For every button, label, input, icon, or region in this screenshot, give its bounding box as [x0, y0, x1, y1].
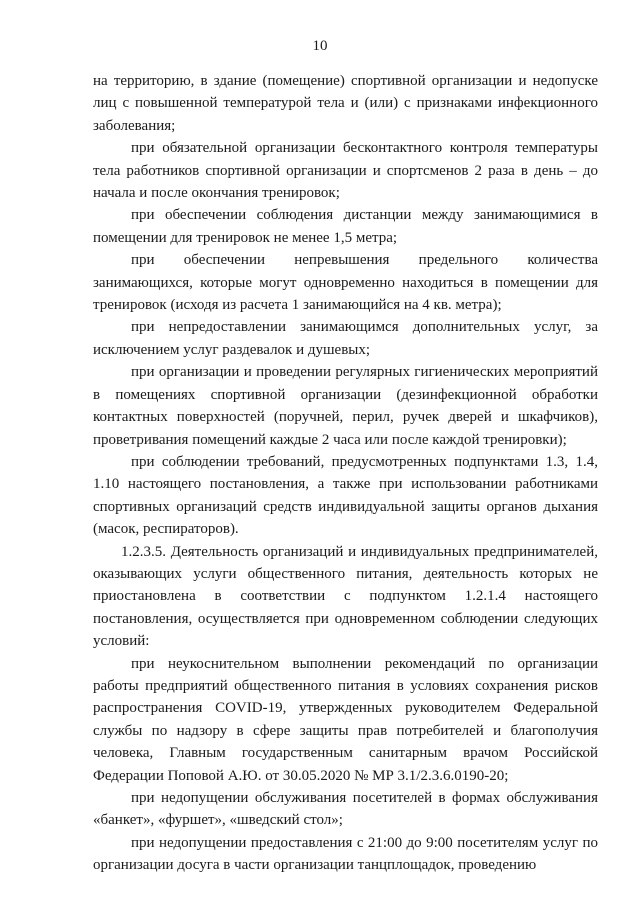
paragraph-1: на территорию, в здание (помещение) спортивной организации и недопуске лиц с повышенной температурой тела и (или) с признаками инфекционного заболевания; — [93, 73, 598, 134]
paragraph-10: при недопущении обслуживания посетителей в формах обслуживания «банкет», «фуршет», «шведский стол»; — [93, 790, 598, 829]
paragraph-8-section: 1.2.3.5. Деятельность организаций и индивидуальных предпринимателей, оказывающих услуги общественного питания, деятельность которых не приостановлена в соответствии с подпунктом 1.2.1.4 настоящего постановления, осуществляется при одновременном соблюдении следующих условий: — [93, 543, 598, 650]
paragraph-4: при обеспечении непревышения предельного количества занимающихся, которые могут одновременно находиться в помещении для тренировок (исходя из расчета 1 занимающийся на 4 кв. метра); — [93, 252, 598, 314]
document-body — [93, 70, 598, 877]
paragraph-3: при обеспечении соблюдения дистанции между занимающимися в помещении для тренировок не менее 1,5 метра; — [93, 207, 598, 246]
page-number: 10 — [312, 38, 328, 54]
paragraph-2: при обязательной организации бесконтактного контроля температуры тела работников спортивной организации и спортсменов 2 раза в день – до начала и после окончания тренировок; — [93, 140, 598, 202]
paragraph-5: при непредоставлении занимающимся дополнительных услуг, за исключением услуг раздевалок и душевых; — [93, 319, 598, 358]
paragraph-7: при соблюдении требований, предусмотренных подпунктами 1.3, 1.4, 1.10 настоящего постановления, а также при использовании работниками спортивных организаций средств индивидуальной защиты органов дыхания (масок, респираторов). — [93, 453, 598, 538]
paragraph-9: при неукоснительном выполнении рекомендаций по организации работы предприятий общественного питания в условиях сохранения рисков распространения COVID-19, утвержденных руководителем Федеральной службы по надзору в сфере защиты прав потребителей и благополучия человека, Главным государственным санитарным врачом Российской Федерации Поповой А.Ю. от 30.05.2020 № МР 3.1/2.3.6.0190-20; — [93, 655, 598, 784]
paragraph-11: при недопущении предоставления с 21:00 до 9:00 посетителям услуг по организации досуга в части организации танцплощадок, проведению — [93, 834, 598, 874]
paragraph-6: при организации и проведении регулярных гигиенических мероприятий в помещениях спортивной организации (дезинфекционной обработки контактных поверхностей (поручней, перил, ручек дверей и шкафчиков), проветривания помещений каждые 2 часа или после каждой тренировки); — [93, 364, 598, 448]
